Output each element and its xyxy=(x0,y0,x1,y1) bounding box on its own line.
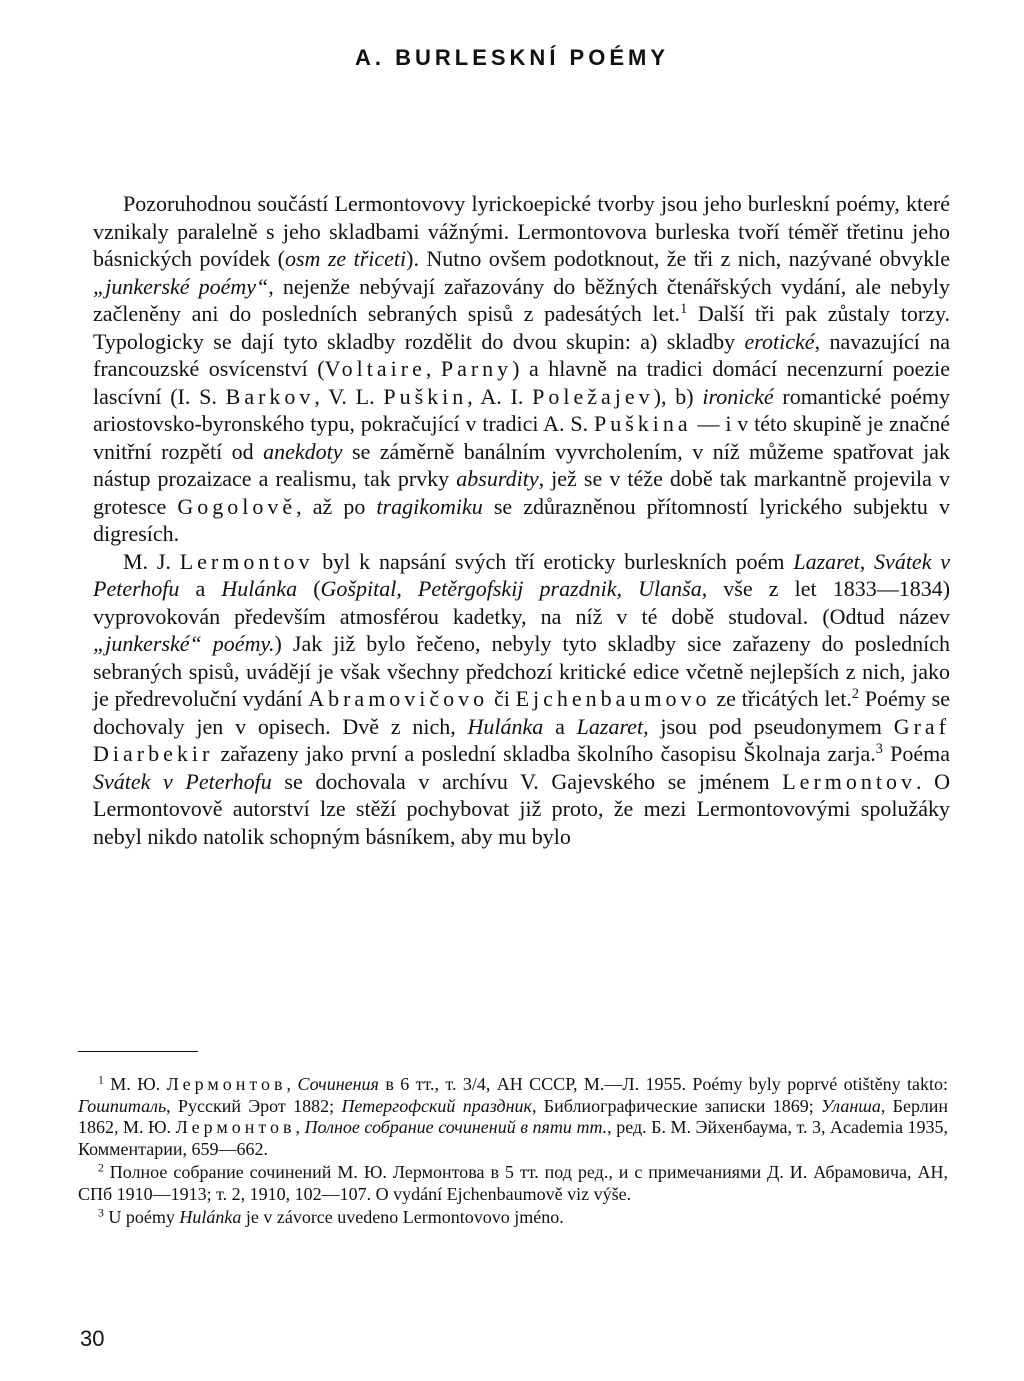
text-run: , xyxy=(286,1074,298,1094)
spaced-name: Puškina xyxy=(593,411,692,436)
text-run: byl k napsání svých tří eroticky burleskních poém xyxy=(313,548,794,574)
italic-text: Hulánka xyxy=(467,713,544,739)
italic-text: Уланша xyxy=(821,1095,881,1116)
italic-text: Сочинения xyxy=(297,1074,379,1094)
footnote xyxy=(78,1162,948,1205)
text-run: zařazeny jako první a poslední skladba školního časopisu Školnaja zarja. xyxy=(213,741,876,766)
text-run: М. Ю. xyxy=(103,1074,167,1094)
text-run: ze třicátých let. xyxy=(710,686,852,711)
italic-text: Lazaret, Svátek v Peterhofu xyxy=(93,548,951,601)
text-run: , vše z let 1833—1834) vyprovokován především atmosférou kadetky, na níž v té době studoval. (Odtud název xyxy=(93,576,951,629)
text-run: a xyxy=(543,713,577,739)
text-run: se dochovala v archívu V. Gajevského se jménem xyxy=(271,768,783,794)
footnote-ref: 3 xyxy=(875,741,883,758)
text-run: , Русский Эрот 1882; xyxy=(166,1095,342,1116)
text-run: Poémy se dochovaly jen v opisech. Dvě z nich, xyxy=(93,686,950,739)
italic-text: anekdoty xyxy=(263,438,343,464)
text-run: , až po xyxy=(296,493,377,519)
spaced-name: Лермонтов xyxy=(166,1074,287,1094)
spaced-name: Poležajev xyxy=(532,383,654,409)
text-run: Pozoruhodnou součástí Lermontovovy lyrickoepické tvorby jsou jeho burleskní poémy, které vznikaly paralelně s jeho skladbami vážnými. Lermontovova burleska tvoří téměř třetinu jeho básnických povídek ( xyxy=(93,191,950,271)
footnote xyxy=(78,1207,948,1229)
italic-text: Hulánka xyxy=(221,576,298,601)
footnote-divider xyxy=(78,1051,198,1052)
text-run: , Берлин 1862, М. Ю. xyxy=(78,1095,948,1137)
italic-text: erotické xyxy=(744,328,815,354)
footnotes xyxy=(78,1074,948,1231)
text-run: , Библиографические записки 1869; xyxy=(531,1095,822,1116)
text-run: , ред. Б. М. Эйхенбаума, т. 3, Academia 1935, Комментарии, 659—662. xyxy=(78,1117,948,1159)
spaced-name: Gogolově xyxy=(177,493,297,519)
text-run: ( xyxy=(297,576,321,601)
footnote-ref: 2 xyxy=(98,1161,104,1175)
footnote-ref: 2 xyxy=(851,686,859,703)
spaced-name: Abramovičovo xyxy=(308,686,489,711)
italic-text: ironické xyxy=(702,383,774,409)
text-run: je v závorce uvedeno Lermontovovo jméno. xyxy=(241,1207,564,1227)
spaced-name: Ejchenbaumovo xyxy=(515,686,711,711)
footnote-ref: 3 xyxy=(98,1206,104,1220)
text-run: в 6 тт., т. 3/4, АН СССР, М.—Л. 1955. Poémy byly poprvé otištěny takto: xyxy=(378,1074,949,1094)
italic-text: Svátek v Peterhofu xyxy=(93,768,272,794)
text-run: — i v této skupině je značné vnitřní rozpětí od xyxy=(93,411,950,464)
text-run: a xyxy=(179,576,222,601)
spaced-name: Puškin xyxy=(383,383,468,409)
spaced-name: Graf Diarbekir xyxy=(93,713,951,766)
text-run: , xyxy=(425,356,441,381)
italic-text: Петергофский праздник xyxy=(341,1095,532,1116)
spaced-name: Лермонтов xyxy=(175,1117,296,1137)
italic-text: tragikomiku xyxy=(376,493,483,519)
text-run: se záměrně banálním vyvrcholením, v níž můžeme spatřovat jak nástup prozaizace a realismu, tak prvky xyxy=(93,438,951,491)
text-run: či xyxy=(488,686,516,711)
italic-text: absurdity xyxy=(456,466,539,491)
text-run: . O Lermontovově autorství lze stěží pochybovat již proto, že mezi Lermontovovými spolužáky nebyl nikdo natolik schopným básníkem, aby mu bylo xyxy=(93,768,951,849)
footnote-ref: 1 xyxy=(98,1073,104,1087)
page-title: A. BURLESKNÍ POÉMY xyxy=(354,45,670,70)
text-run: , jež se v téže době tak markantně projevila v grotesce xyxy=(93,466,951,519)
italic-text: „junkerské“ poémy. xyxy=(93,631,275,656)
text-run: , V. L. xyxy=(314,383,384,409)
text-run: romantické poémy ariostovsko-byronského typu, pokračující v tradici A. S. xyxy=(93,383,951,436)
spaced-name: Barkov xyxy=(225,383,315,409)
italic-text: Gošpital, Petěrgofskij prazdnik, Ulanša xyxy=(320,576,702,601)
text-run: , A. I. xyxy=(467,383,533,409)
italic-text: Гошпиталь xyxy=(78,1095,167,1116)
spaced-name: Lermontov xyxy=(179,548,314,574)
spaced-name: Voltaire xyxy=(324,356,426,381)
italic-text: Lazaret xyxy=(576,713,644,739)
text-run: Полное собрание сочинений М. Ю. Лермонтова в 5 тт. под ред., и с примечаниями Д. И. Абрамовича, АН, СПб 1910—1913; т. 2, 1910, 102—107. O vydání Ejchenbaumově viz výše. xyxy=(78,1162,948,1204)
text-run: , xyxy=(295,1117,305,1137)
italic-text: Полное собрание сочинений в пяти тт. xyxy=(304,1117,608,1137)
page-number: 30 xyxy=(80,1326,105,1351)
text-run: , navazující na francouzské osvícenství ( xyxy=(93,328,950,381)
italic-text: „junkerské poémy“ xyxy=(93,273,269,299)
text-run: Další tři pak zůstaly torzy. Typologicky se dají tyto skladby rozdělit do dvou skupin: a) skladby xyxy=(93,301,951,354)
text-run: ) a hlavně na tradici domácí necenzurní poezie lascívní (I. S. xyxy=(93,356,950,409)
paragraph xyxy=(93,548,950,851)
footnote-ref: 1 xyxy=(680,301,688,318)
paragraph xyxy=(93,190,950,548)
text-run: M. J. xyxy=(123,548,180,574)
spaced-name: Parny xyxy=(440,356,513,381)
text-run: se zdůrazněnou přítomností lyrického subjektu v digresích. xyxy=(93,493,950,546)
text-run: ) Jak již bylo řečeno, nebyly tyto skladby sice zařazeny do posledních sebraných spisů, uvádějí je však všechny předchozí kritické edice včetně nejlepších z nich, jako je předrevoluční vydání xyxy=(93,631,950,711)
text-run: U poémy xyxy=(103,1207,180,1227)
text-run: , jsou pod pseudonymem xyxy=(643,713,894,739)
footnote xyxy=(78,1074,948,1160)
body-text xyxy=(93,190,950,850)
spaced-name: Lermontov xyxy=(782,768,916,794)
italic-text: Hulánka xyxy=(179,1207,242,1227)
text-run: ), b) xyxy=(653,383,703,409)
text-run: , nejenže nebývají zařazovány do běžných čtenářských vydání, ale nebyly začleněny ani do posledních sebraných spisů z padesátých let. xyxy=(93,273,950,326)
italic-text: osm ze třiceti xyxy=(285,246,407,271)
text-run: ). Nutno ovšem podotknout, že tři z nich, nazývané obvykle xyxy=(406,246,950,271)
text-run: Poéma xyxy=(882,741,950,766)
